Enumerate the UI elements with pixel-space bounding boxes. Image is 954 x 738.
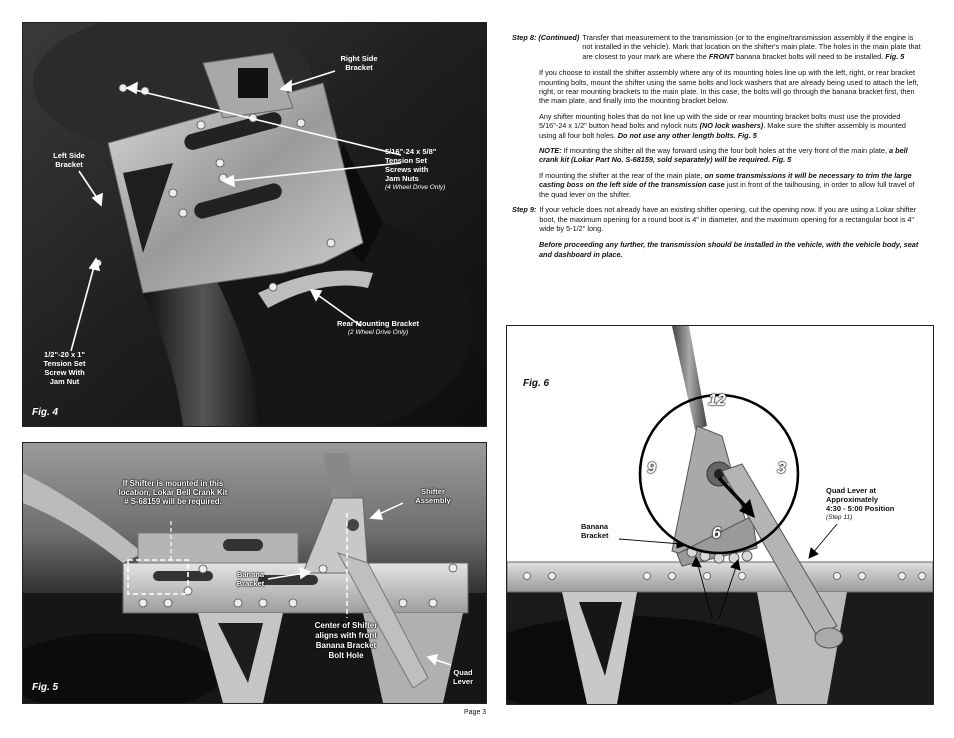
banana-bracket-label-fig6: Banana Bracket <box>581 522 609 540</box>
button-head-bolts-label: 5/16"-24 x 3/8" Button Head Bolts <box>706 639 768 657</box>
fig6-caption: Fig. 6 <box>523 378 550 389</box>
fig6-main-plate <box>507 562 933 592</box>
figure-5 <box>22 442 487 704</box>
clock-12: 12 <box>708 392 726 409</box>
bell-crank-note: If Shifter is mounted in this location, Lokar Bell Crank Kit # S-68159 will be required. <box>118 479 228 506</box>
clock-6: 6 <box>712 525 721 542</box>
half-inch-screw-label: 1/2"-20 x 1" Tension Set Screw With Jam Nut <box>43 350 86 386</box>
quad-lever-position-label: Quad Lever at Approximately 4:30 - 5:00 Position (Step 11) <box>826 486 895 521</box>
clock-3: 3 <box>777 460 786 477</box>
shifter-assembly-label: Shifter Assembly <box>415 487 451 505</box>
paragraph-mounting-holes: Any shifter mounting holes that do not line up with the side or rear mounting bracket bolts must use the provided 5/16"-24 x 1/2" button head bolts and nylock nuts (NO lock washers). Make sure the shifter assembly is mounted using all four bolt holes. Do not use any other length bolts. Fig. 5 <box>539 111 906 140</box>
page-number: Page 3 <box>464 709 487 716</box>
step-9: Step 9: If your vehicle does not already have an existing shifter opening, cut the opening now. If you are using a Lokar shifter boot, the maximum opening for a round boot is 4" in diameter, and the maximum opening for a rectangular boot is 4" wide by 5-1/2" long. <box>512 205 917 233</box>
center-of-shifter-label: Center of Shifter aligns with front Banana Bracket Bolt Hole <box>314 621 378 660</box>
quad-lever-label-fig5: Quad Lever <box>452 668 473 686</box>
figure-4 <box>22 22 487 427</box>
rear-mounting-bracket-label: Rear Mounting Bracket (2 Wheel Drive Only) <box>336 319 420 336</box>
paragraph-shifter-holes: If you choose to install the shifter assembly where any of its mounting holes line up with the left, right, or rear bracket mounting bolts, mount the shifter using the same bolts and lock washers that are already being used to attach the left, right, or rear mounting brackets to the main plate. In this case, the bolts will go through the banana bracket first, then the main plate, and finally into the mounting bracket below. <box>539 68 919 106</box>
left-side-bracket-label: Left Side Bracket <box>53 151 85 169</box>
tension-set-label: 5/16"-24 x 5/8" Tension Set Screws with Jam Nuts (4 Wheel Drive Only) <box>385 147 446 191</box>
paragraph-note: NOTE: If mounting the shifter all the way forward using the four bolt holes at the very front of the main plate, a bell crank kit (Lokar Part No. S-68159, sold separately) will be required. Fig. 5 <box>539 146 908 165</box>
instructions-text <box>512 33 922 265</box>
right-side-bracket-label: Right Side Bracket <box>340 54 378 72</box>
paragraph-before-proceeding: Before proceeding any further, the transmission should be installed in the vehicle, with the vehicle body, seat and dashboard in place. <box>539 240 919 259</box>
banana-bracket-label-fig5: Banana Bracket <box>236 570 265 588</box>
step-8: Step 8: (Continued) Transfer that measurement to the transmission (or to the engine/transmission assembly if the engine is not installed in the vehicle). Mark that location on the shifter's main plate. The holes in the main plate that are closest to your mark are where the FRONT banana bracket bolts will need to be installed. Fig. 5 <box>512 33 921 61</box>
figure-6 <box>506 325 934 705</box>
paragraph-rear-mount: If mounting the shifter at the rear of the main plate, on some transmissions it will be necessary to trim the large casting boss on the left side of the transmission case just in front of the tailhousing, in order to allow full travel of the quad lever on the shifter. <box>539 170 915 199</box>
fig5-caption: Fig. 5 <box>32 682 59 693</box>
fig4-caption: Fig. 4 <box>32 407 59 418</box>
clock-9: 9 <box>647 460 656 477</box>
